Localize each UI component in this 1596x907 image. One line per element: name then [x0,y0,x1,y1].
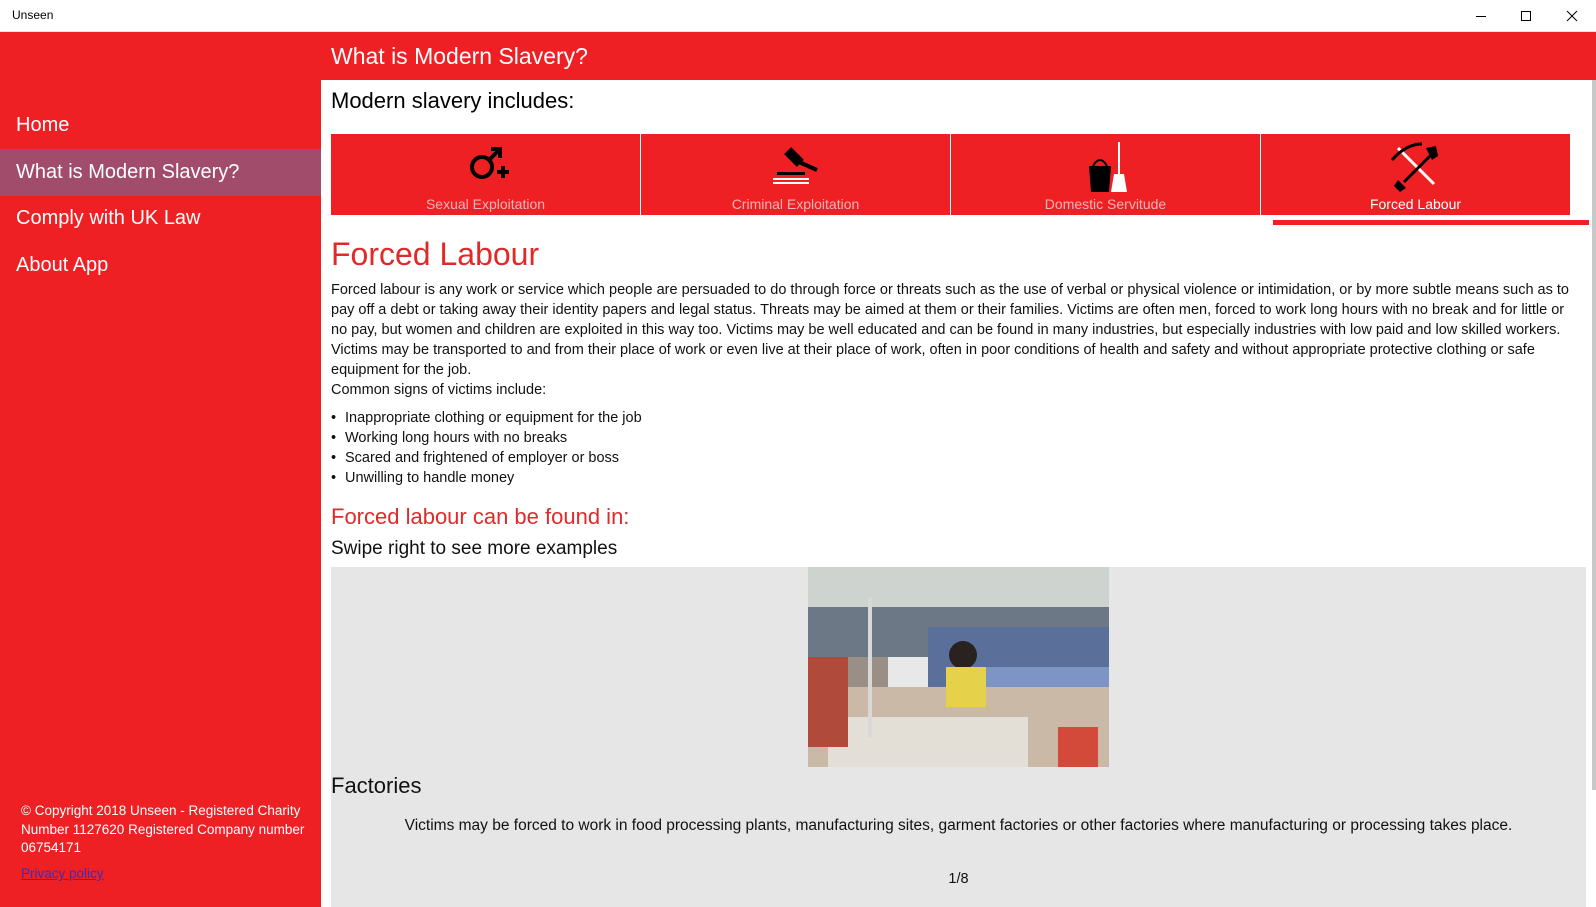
category-label: Criminal Exploitation [731,196,860,212]
sidebar-item-about-app[interactable]: About App [16,254,109,276]
sidebar-item-home[interactable]: Home [16,114,70,136]
window-title: Unseen [12,8,54,22]
maximize-icon [1520,10,1532,22]
privacy-policy-link[interactable]: Privacy policy [21,866,104,881]
copyright-text: © Copyright 2018 Unseen - Registered Charity Number 1127620 Registered Company number 06754171 [21,803,305,855]
selected-category-indicator [1273,220,1589,225]
window-title-bar [0,0,1596,32]
minimize-icon [1475,10,1487,22]
category-sexual-exploitation-button[interactable] [331,134,640,215]
bucket-broom-icon [1081,142,1131,194]
list-item: • Unwilling to handle money [331,470,515,486]
page-header [0,32,1596,80]
found-in-heading: Forced labour can be found in: [331,504,630,529]
pickaxe-shovel-icon [1390,142,1442,194]
sidebar-item-what-is-modern-slavery[interactable]: What is Modern Slavery? [0,149,321,196]
category-criminal-exploitation-button[interactable] [641,134,950,215]
close-button[interactable] [1549,0,1595,32]
carousel-item-title: Factories [331,773,422,798]
examples-carousel[interactable] [331,567,1586,907]
list-item: • Working long hours with no breaks [331,430,568,446]
article-title: Forced Labour [331,236,540,272]
category-label: Forced Labour [1369,196,1462,212]
signs-list [331,408,642,488]
maximize-button[interactable] [1503,0,1549,32]
list-item: • Scared and frightened of employer or boss [331,450,620,466]
category-label: Sexual Exploitation [425,196,546,212]
factory-scene-image [808,567,1109,767]
gender-symbol-icon [461,142,511,186]
article-body: Forced labour is any work or service which people are persuaded to do through force or threats such as the use of verbal or physical violence or intimidation, or by more subtle means such as to pay off a debt or taking away their identity papers and legal status. Threats may be aimed at them or their families. Victims are often men, forced to work long hours with no break and for little or no pay, but women and children are exploited in this way too. Victims may be well educated and can be found in many industries, but especially industries with low paid and low skilled workers. Victims may be transported to and from their place of work or even live at their place of work, often in poor conditions of health and safety and without appropriate protective clothing or safe equipment for the job. [331,282,1569,378]
carousel-page-indicator: 1/8 [948,871,969,887]
minimize-button[interactable] [1458,0,1504,32]
section-heading: Modern slavery includes: [331,88,575,113]
sidebar-item-comply-uk-law[interactable]: Comply with UK Law [16,207,201,229]
content-scrollbar[interactable] [1592,80,1596,790]
category-domestic-servitude-button[interactable] [951,134,1260,215]
gavel-icon [771,142,821,186]
category-forced-labour-button[interactable] [1261,134,1570,215]
sidebar [0,80,321,907]
carousel-item-description: Victims may be forced to work in food processing plants, manufacturing sites, garment factories or other factories where manufacturing or processing takes place. [404,817,1513,834]
factory-photo [808,567,1109,767]
category-label: Domestic Servitude [1044,196,1167,212]
close-icon [1566,10,1578,22]
main-content [321,80,1596,907]
page-title: What is Modern Slavery? [331,43,588,69]
signs-intro: Common signs of victims include: [331,382,547,398]
swipe-hint: Swipe right to see more examples [331,538,618,559]
list-item: • Inappropriate clothing or equipment for the job [331,410,642,426]
